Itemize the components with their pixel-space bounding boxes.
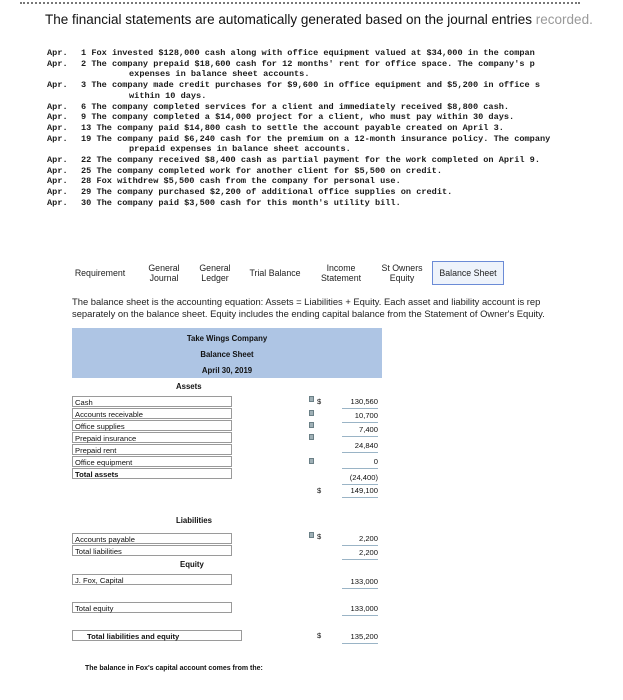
- total-liab-equity-label-box[interactable]: [72, 630, 242, 641]
- journal-entry: [47, 144, 623, 155]
- journal-entry: [47, 69, 623, 80]
- journal-entry: [47, 166, 623, 177]
- journal-text: prepaid expenses in balance sheet accounts.: [129, 144, 351, 155]
- asset-amount-input[interactable]: (24,400): [342, 473, 378, 485]
- asset-label-box[interactable]: [72, 432, 232, 443]
- asset-label-box[interactable]: [72, 396, 232, 407]
- journal-entry: [47, 176, 623, 187]
- dollar-sign: $: [317, 532, 322, 541]
- journal-date: Apr.: [47, 176, 68, 187]
- journal-date: [47, 144, 81, 155]
- dollar-sign: $: [317, 397, 322, 406]
- journal-text: 30 The company paid $3,500 cash for this month's utility bill.: [81, 197, 401, 208]
- warning-marker-icon: [309, 422, 314, 428]
- journal-date: Apr.: [47, 80, 68, 91]
- tab-balance-sheet[interactable]: Balance Sheet: [432, 261, 504, 285]
- asset-label: Prepaid insurance: [75, 434, 137, 443]
- journal-text: 25 The company completed work for another client for $5,500 on credit.: [81, 165, 442, 176]
- journal-text: 29 The company purchased $2,200 of additional office supplies on credit.: [81, 187, 453, 198]
- asset-amount-input[interactable]: 130,560: [342, 397, 378, 409]
- asset-amount-input[interactable]: 0: [342, 457, 378, 469]
- warning-marker-icon: [309, 396, 314, 402]
- tab-trial-balance[interactable]: Trial Balance: [249, 268, 301, 278]
- total-assets-label: Total assets: [75, 470, 119, 479]
- assets-heading: Assets: [176, 382, 202, 391]
- journal-text: 3 The company made credit purchases for $9,600 in office equipment and $5,200 in office s: [81, 80, 540, 91]
- journal-entry: [47, 187, 623, 198]
- warning-marker-icon: [309, 458, 314, 464]
- total-liab-equity-amount[interactable]: 135,200: [342, 632, 378, 644]
- journal-entry: [47, 102, 623, 113]
- tab-income-statement[interactable]: Income Statement: [320, 263, 362, 283]
- journal-date: Apr.: [47, 155, 68, 166]
- balance-sheet-form: [72, 328, 382, 700]
- journal-text: expenses in balance sheet accounts.: [129, 69, 310, 80]
- tab-bar: [62, 258, 504, 288]
- journal-entry: [47, 48, 623, 59]
- journal-date: [47, 91, 81, 102]
- journal-date: Apr.: [47, 112, 68, 123]
- tab-requirement[interactable]: Requirement: [74, 268, 126, 278]
- equity-label-box[interactable]: [72, 574, 232, 585]
- journal-text: 13 The company paid $14,800 cash to settle the account payable created on April 3.: [81, 122, 504, 133]
- asset-label: Accounts receivable: [75, 410, 143, 419]
- warning-marker-icon: [309, 532, 314, 538]
- journal-text: 28 Fox withdrew $5,500 cash from the company for personal use.: [81, 176, 401, 187]
- capital-amount-input[interactable]: 133,000: [342, 577, 378, 589]
- page-heading: The financial statements are automatically generated based on the journal entries recorded.: [45, 12, 593, 27]
- journal-date: [47, 69, 81, 80]
- statement-title: Balance Sheet: [200, 350, 254, 359]
- journal-entry: [47, 134, 623, 145]
- tab-general-ledger[interactable]: General Ledger: [199, 263, 231, 283]
- asset-label-box[interactable]: [72, 444, 232, 455]
- journal-date: Apr.: [47, 48, 68, 58]
- total-equity-amount[interactable]: 133,000: [342, 604, 378, 616]
- tab-general-journal[interactable]: General Journal: [148, 263, 180, 283]
- asset-label-box[interactable]: [72, 420, 232, 431]
- journal-text: 22 The company received $8,400 cash as partial payment for the work completed on April 9.: [81, 155, 540, 166]
- journal-entry: [47, 80, 623, 91]
- top-dotted-divider: [20, 2, 580, 7]
- journal-entry: [47, 198, 623, 209]
- total-equity-label: Total equity: [75, 604, 114, 613]
- company-name: Take Wings Company: [186, 334, 268, 343]
- journal-entry: [47, 59, 623, 70]
- journal-text: 9 The company completed a $14,000 project for a client, who must pay within 30 days.: [81, 112, 515, 123]
- capital-source-question: The balance in Fox's capital account comes from the:: [85, 665, 263, 672]
- liabilities-heading: Liabilities: [176, 516, 212, 525]
- total-liabilities-label: Total liabilities: [75, 547, 122, 556]
- asset-label: Prepaid rent: [75, 446, 117, 455]
- journal-date: Apr.: [47, 133, 68, 144]
- journal-text: 2 The company prepaid $18,600 cash for 12 months' rent for office space. The company's p: [81, 58, 535, 69]
- journal-entry: [47, 155, 623, 166]
- warning-marker-icon: [309, 434, 314, 440]
- journal-date: Apr.: [47, 187, 68, 198]
- total-liabilities-amount[interactable]: 2,200: [342, 548, 378, 560]
- total-equity-label-box[interactable]: [72, 602, 232, 613]
- total-liabilities-label-box[interactable]: [72, 545, 232, 556]
- asset-amount-input[interactable]: 24,840: [342, 441, 378, 453]
- dollar-sign: $: [317, 486, 322, 495]
- journal-entry: [47, 123, 623, 134]
- asset-amount-input[interactable]: 10,700: [342, 411, 378, 423]
- sheet-header: [72, 328, 382, 378]
- journal-text: 6 The company completed services for a client and immediately received $8,800 cash.: [81, 101, 510, 112]
- journal-date: Apr.: [47, 122, 68, 133]
- asset-label-box[interactable]: [72, 408, 232, 419]
- asset-label-box[interactable]: [72, 456, 232, 467]
- liability-label: Accounts payable: [75, 535, 135, 544]
- journal-entry: [47, 112, 623, 123]
- journal-text: 1 Fox invested $128,000 cash along with office equipment valued at $34,000 in the compan: [81, 48, 535, 58]
- journal-date: Apr.: [47, 101, 68, 112]
- dollar-sign: $: [317, 631, 322, 640]
- warning-marker-icon: [309, 410, 314, 416]
- total-assets-amount[interactable]: 149,100: [342, 486, 378, 498]
- asset-label: Office equipment: [75, 458, 133, 467]
- tab-owners-equity[interactable]: St Owners Equity: [381, 263, 423, 283]
- asset-label: Office supplies: [75, 422, 125, 431]
- journal-date: Apr.: [47, 197, 68, 208]
- journal-entries-list: [47, 48, 623, 209]
- asset-amount-input[interactable]: 7,400: [342, 425, 378, 437]
- total-liab-equity-label: Total liabilities and equity: [87, 632, 180, 641]
- journal-date: Apr.: [47, 58, 68, 69]
- total-assets-label-box[interactable]: [72, 468, 232, 479]
- statement-date: April 30, 2019: [201, 366, 253, 375]
- journal-entry: [47, 91, 623, 102]
- liability-amount-input[interactable]: 2,200: [342, 534, 378, 546]
- liability-label-box[interactable]: [72, 533, 232, 544]
- equity-heading: Equity: [180, 560, 204, 569]
- capital-label: J. Fox, Capital: [75, 576, 124, 585]
- journal-text: 19 The company paid $6,240 cash for the premium on a 12-month insurance policy. The company: [81, 133, 551, 144]
- journal-date: Apr.: [47, 165, 68, 176]
- journal-text: within 10 days.: [129, 90, 207, 101]
- instructions-text: The balance sheet is the accounting equation: Assets = Liabilities + Equity. Each asset and liability account is rep separately on the balance sheet. Equity includes the ending capital balance from the Statement of Owner's Equity.: [72, 296, 545, 319]
- asset-label: Cash: [75, 398, 93, 407]
